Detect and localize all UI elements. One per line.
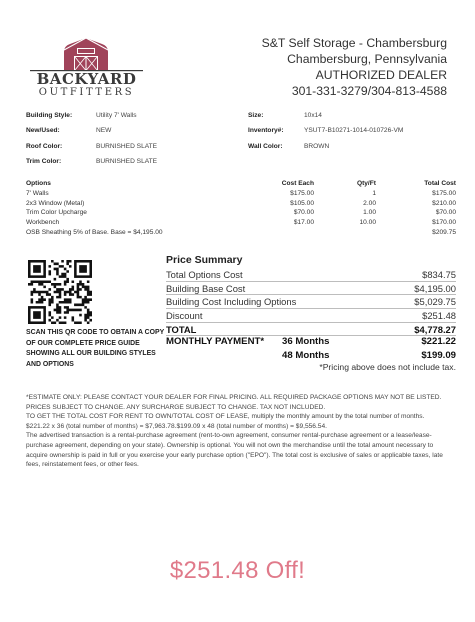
dealer-phones: 301-331-3279/304-813-4588 [291, 84, 447, 98]
monthly-amount: $221.22 [421, 336, 456, 348]
option-total: $170.00 [432, 219, 456, 227]
total-label: TOTAL [166, 323, 197, 335]
options-header-row [26, 180, 456, 190]
option-qty: 2.00 [363, 199, 376, 207]
disclaimer-estimate: *ESTIMATE ONLY: PLEASE CONTACT YOUR DEALER FOR FINAL PRICING. ALL REQUIRED PACKAGE OPTIONS MAY NOT BE LISTED. PRICES SUBJECT TO CHANGE. ANY SURCHARGE SUBJECT TO CHANGE. TAX NOT INCLUDED. [26, 394, 442, 411]
price-summary [166, 254, 456, 376]
total-cost-header: Total Cost [424, 180, 456, 187]
option-total: $210.00 [432, 199, 456, 207]
trim-label: Trim Color: [26, 158, 62, 165]
monthly-row [166, 336, 456, 349]
dealer-name: S&T Self Storage - Chambersburg [261, 36, 447, 50]
summary-label: Discount [166, 310, 203, 322]
option-cost: $105.00 [290, 199, 314, 207]
option-name: 7' Walls [26, 189, 49, 197]
table-row [26, 209, 456, 219]
trim-value: BURNISHED SLATE [96, 158, 158, 165]
qr-code-icon [28, 260, 92, 324]
disclaimer-calculation: $221.22 x 36 (total number of months) = $7,963.78.$199.09 x 48 (total number of months) = $9,556.54. [26, 422, 327, 430]
option-total: $175.00 [432, 189, 456, 197]
logo-subword: OUTFITTERS [38, 87, 135, 98]
option-name: Workbench [26, 219, 60, 227]
monthly-term: 36 Months [282, 336, 330, 348]
backyard-outfitters-logo [28, 36, 145, 98]
style-label: Building Style: [26, 112, 73, 119]
summary-row [166, 295, 456, 309]
summary-label: Total Options Cost [166, 269, 243, 280]
qr-code[interactable] [28, 260, 92, 324]
summary-value: $4,195.00 [414, 282, 456, 294]
roof-label: Roof Color: [26, 143, 63, 150]
table-row [26, 200, 456, 210]
cost-each-header: Cost Each [281, 180, 314, 187]
summary-row [166, 268, 456, 282]
newused-value: NEW [96, 127, 112, 134]
summary-title: Price Summary [166, 254, 243, 266]
table-row [26, 190, 456, 200]
disclaimer-total-cost: TO GET THE TOTAL COST FOR RENT TO OWN/TOTAL COST OF LEASE, multiply the monthly amount by the total number of months. [26, 413, 425, 421]
option-name: 2x3 Window (Metal) [26, 199, 85, 207]
table-row [26, 219, 456, 229]
dealer-info [262, 35, 447, 99]
dealer-status: AUTHORIZED DEALER [315, 68, 447, 82]
inventory-label: Inventory#: [248, 127, 284, 134]
option-cost: $17.00 [293, 219, 314, 227]
tax-note: *Pricing above does not include tax. [319, 362, 456, 372]
options-table [26, 180, 456, 239]
options-header: Options [26, 180, 51, 187]
dealer-city: Chambersburg, Pennsylvania [287, 52, 447, 66]
option-qty: 10.00 [359, 219, 376, 227]
size-value: 10x14 [304, 112, 322, 119]
roof-value: BURNISHED SLATE [96, 143, 158, 150]
wall-label: Wall Color: [248, 143, 283, 150]
option-total: $70.00 [435, 209, 456, 217]
wall-value: BROWN [304, 143, 330, 150]
monthly-label: MONTHLY PAYMENT* [166, 336, 265, 348]
logo-wordmark: BACKYARD [36, 70, 137, 88]
monthly-amount: $199.09 [421, 349, 456, 361]
option-name: OSB Sheathing 5% of Base. Base = $4,195.00 [26, 228, 163, 236]
discount-banner: $251.48 Off! [169, 557, 306, 584]
option-name: Trim Color Upcharge [26, 209, 87, 217]
option-qty: 1 [372, 189, 376, 197]
summary-row [166, 282, 456, 296]
summary-value: $5,029.75 [414, 296, 456, 308]
disclaimer [26, 393, 456, 470]
option-qty: 1.00 [363, 209, 376, 217]
building-info [26, 112, 456, 168]
option-total: $209.75 [432, 228, 456, 236]
total-value: $4,778.27 [414, 323, 456, 335]
summary-value: $251.48 [422, 310, 456, 322]
option-cost: $70.00 [293, 209, 314, 217]
newused-label: New/Used: [26, 127, 60, 134]
qty-header: Qty/Ft [356, 180, 376, 187]
summary-label: Building Cost Including Options [166, 296, 297, 308]
total-row [166, 323, 456, 337]
summary-value: $834.75 [422, 269, 456, 280]
style-value: Utility 7' Walls [96, 112, 137, 119]
table-row [26, 229, 456, 239]
summary-row [166, 309, 456, 323]
monthly-term: 48 Months [282, 349, 330, 361]
qr-instructions: SCAN THIS QR CODE TO OBTAIN A COPY OF OUR COMPLETE PRICE GUIDE SHOWING ALL OUR BUILDING STYLES AND OPTIONS [26, 329, 165, 368]
option-cost: $175.00 [290, 189, 314, 197]
summary-label: Building Base Cost [166, 282, 246, 294]
size-label: Size: [248, 112, 264, 119]
disclaimer-rental: The advertised transaction is a rental-purchase agreement (rent-to-own agreement, consumer rental-purchase agreement or a lease/lease-purchase agreement, depending on your state). Ownership is optional. You will not own the merchandise until the total amount necessary to acquire ownership is paid in full or you exercise your early purchase option ("EPO"). The total cost is exclusive of sales or applicable taxes, late fees, reinstatement fees, or other fees. [26, 432, 443, 469]
inventory-value: YSUT7-B10271-1014-010726-VM [304, 127, 404, 134]
